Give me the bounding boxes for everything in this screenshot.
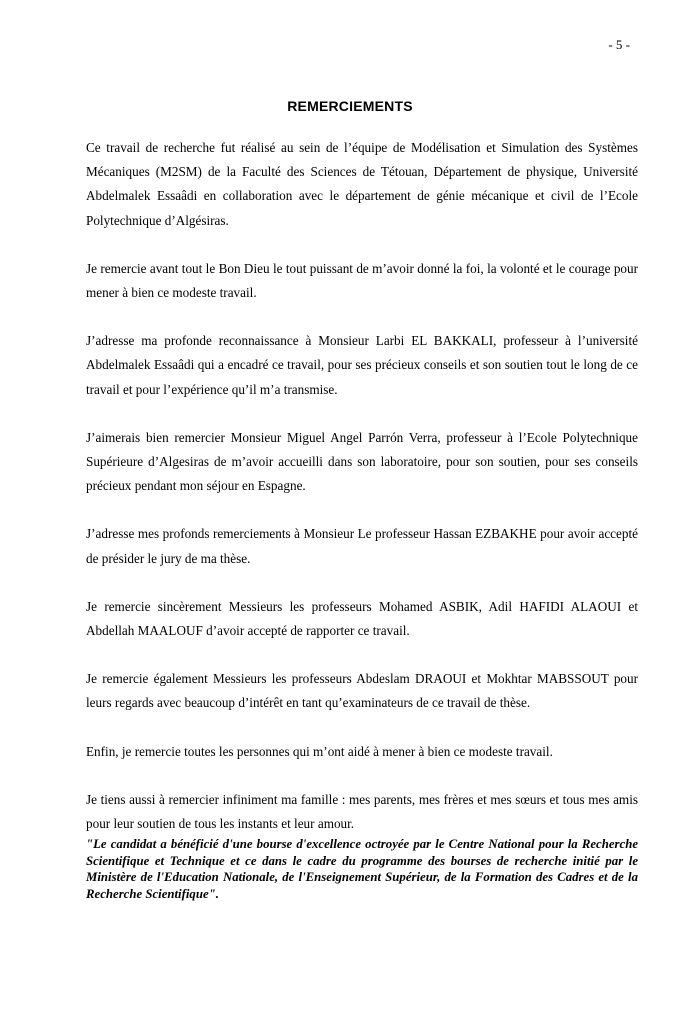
- paragraph-context: Ce travail de recherche fut réalisé au sein de l’équipe de Modélisation et Simulation des Systèmes Mécaniques (M2SM) de la Faculté des Sciences de Tétouan, Département de physique, Université Abdelmalek Essaâdi en collaboration avec le département de génie mécanique et civil de l’Ecole Polytechnique d’Algésiras.: [86, 140, 638, 228]
- page-number: - 5 -: [608, 37, 630, 52]
- scholarship-note: "Le candidat a bénéficié d'une bourse d'excellence octroyée par le Centre National pour la Recherche Scientifique et Technique et ce dans le cadre du programme des bourses de recherche initié par le Ministère de l'Education Nationale, de l'Enseignement Supérieur, de la Formation des Cadres et de la Recherche Scientifique".: [86, 837, 638, 901]
- paragraph-faith: Je remercie avant tout le Bon Dieu le tout puissant de m’avoir donné la foi, la volonté et le courage pour mener à bien ce modeste travail.: [86, 260, 638, 301]
- paragraph-reviewers: Je remercie sincèrement Messieurs les professeurs Mohamed ASBIK, Adil HAFIDI ALAOUI et Abdellah MAALOUF d’avoir accepté de rapporter ce travail.: [86, 598, 638, 639]
- acknowledgements-body: [86, 136, 638, 902]
- paragraph-everyone: Enfin, je remercie toutes les personnes qui m’ont aidé à mener à bien ce modeste travail.: [86, 743, 553, 759]
- paragraph-examiners: Je remercie également Messieurs les professeurs Abdeslam DRAOUI et Mokhtar MABSSOUT pour leurs regards avec beaucoup d’intérêt en tant qu’examinateurs de ce travail de thèse.: [86, 671, 638, 711]
- page-title: REMERCIEMENTS: [287, 98, 413, 114]
- paragraph-supervisor: J’adresse ma profonde reconnaissance à Monsieur Larbi EL BAKKALI, professeur à l’université Abdelmalek Essaâdi qui a encadré ce travail, pour ses précieux conseils et son soutien tout le long de ce travail et pour l’expérience qu’il m’a transmise.: [86, 333, 638, 397]
- paragraph-host-lab: J’aimerais bien remercier Monsieur Miguel Angel Parrón Verra, professeur à l’Ecole Polytechnique Supérieure d’Algesiras de m’avoir accueilli dans son laboratoire, pour son soutien, pour ses conseils précieux pendant mon séjour en Espagne.: [86, 429, 638, 494]
- paragraph-family: Je tiens aussi à remercier infiniment ma famille : mes parents, mes frères et mes sœurs et tous mes amis pour leur soutien de tous les instants et leur amour.: [86, 791, 638, 832]
- paragraph-jury-president: J’adresse mes profonds remerciements à Monsieur Le professeur Hassan EZBAKHE pour avoir accepté de présider le jury de ma thèse.: [86, 526, 638, 566]
